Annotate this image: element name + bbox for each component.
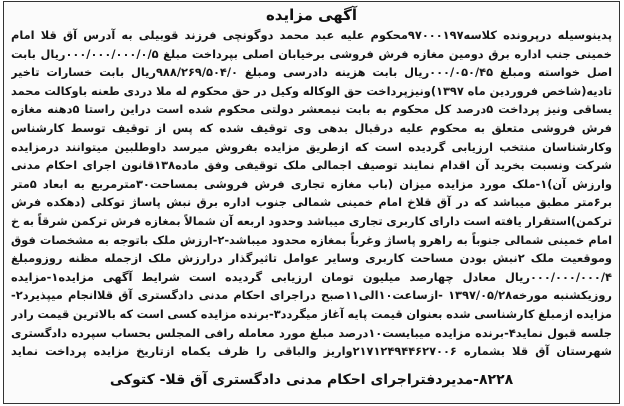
notice-title: آگهی مزایده — [265, 6, 358, 24]
auction-notice — [3, 1, 620, 404]
notice-footer: ۸۲۲۸-مدیردفتراجرای احکام مدنی دادگستری آق قلا- کتوکی — [109, 372, 514, 388]
notice-body: پدینوسیله درپرونده کلاسه۹۷۰۰۰۱۹۷محکوم علیه عبد محمد دوگونچی فرزند قوبیلی به آدرس آق قلا امام خمینی جنب اداره برق دومین مغازه فرش فروشی برخیابان اصلی بپرداخت مبلغ ۰۰۰/۰۰۰/۰۰۰/۰/۵ریال بابت اصل خواسته ومبلغ ۰۰۰/۰۵۰/۴۵ریال بابت هزینه دادرسی ومبلغ ۹۸۸/۲۶۹/۵۰۴/۰ریال بابت خسارات تاخیر تادیه(شاخص فروردین ماه ۱۳۹۷)ونیزپرداخت حق الوکاله وکیل در حق محکوم له ملا دردی طعنه باوکالت محمد یساقی ونیز پرداخت ۵درصد کل محکوم به بابت نیمعشر دولتی محکوم شده است دراین راستا ۵دهنه مغازه فرش فروشی متعلق به محکوم علیه درقبال بدهی وی توقیف شده که پس از توقیف توسط کارشناس وکارشناسان منتخب ارزیابی گردیده است که ازطریق مزایده بفروش میرسد داوطلبین میتوانند درمزایده شرکت ونسبت بخرید آن اقدام نمایند توصیف اجمالی ملک توقیفی وفق ماده۱۳۸قانون اجرای احکام مدنی وارزش آن)۱-ملک مورد مزایده میزان (باب مغازه تجاری فرش فروشی بمساحت۳۰مترمربع به ابعاد ۵متر بر۶متر مطبق میباشد که در آق قلاخ امام خمینی شمالی جنوب اداره برق نبش پاساژ توکلی (دهکده فرش ترکمن)استقرار یافته است دارای کاربری تجاری میباشد وحدود اربعه آن شمالاً بمغازه فرش ترکمن شرقاً به خ امام خمینی شمالی جنوباً به راهرو پاساژ وغرباً بمغازه محدود میباشد-۲-ارزش ملک باتوجه به مشخصات فوق وموقعیت ملک ۲نبش بودن مساحت کاربری وسایر عوامل تاثیرگذار درارزش ملک ازجمله مظنه روزومبلغ ۰۰۰/۰۰۰/۰۰۰/۴ریال معادل چهارصد میلیون تومان ارزیابی گردیده است شرایط آگهی مزایده۱-مزایده روزیکشنبه مورخه۱۳۹۷/۰۵/۲۸ -ازساعت۱۰الی۱۱صبح دراجرای احکام مدنی دادگستری آق قلاانجام میپذیرد۲-مزایده ازمبلغ کارشناسی شده بعنوان قیمت پایه آغاز میگردد۳-برنده مزایده کسی است که بالاترین قیمت رادر جلسه قبول نماید۴-برنده مزایده میبایست۱۰درصد مبلغ مورد معامله رافی المجلس بحساب سپرده دادگستری شهرستان آق قلا بشماره ۲۱۷۱۲۴۹۴۴۶۲۷۰۰۶واریز والباقی را ظرف یکماه ازتاریخ مزایده پرداخت نماید — [11, 28, 612, 359]
